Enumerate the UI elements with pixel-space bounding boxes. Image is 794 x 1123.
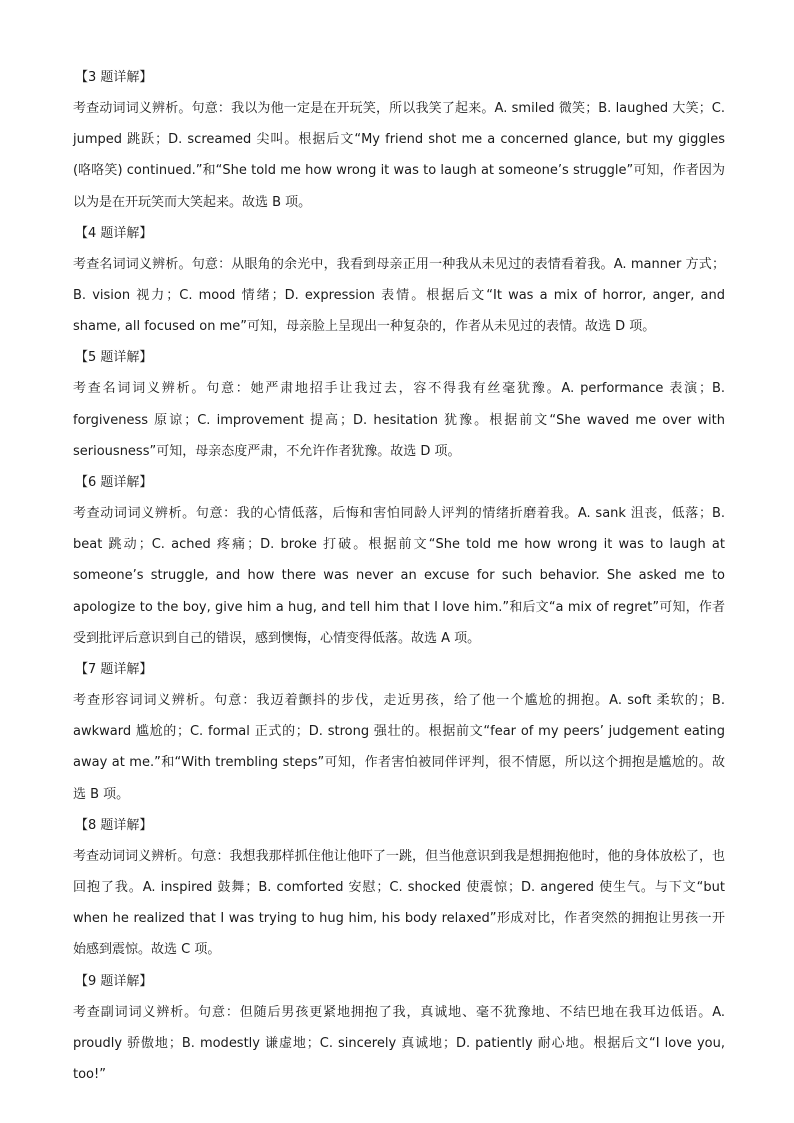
section-body-q6: 考查动词词义辨析。句意：我的心情低落，后悔和害怕同龄人评判的情绪折磨着我。A. sank 沮丧，低落；B. beat 跳动；C. ached 疼痛；D. broke 打破。根据前文“She told me how wrong it was to laugh at someone’s struggle, and how there was never an excuse for such behavior. She asked me to apologize to the boy, give him a hug, and tell him that I love him.”和后文“a mix of regret”可知，作者受到批评后意识到自己的错误，感到懊悔，心情变得低落。故选 A 项。 xyxy=(73,506,725,646)
section-heading-q9: 【9 题详解】 xyxy=(75,973,153,989)
section-heading-q4: 【4 题详解】 xyxy=(75,225,153,241)
section-body-q3: 考查动词词义辨析。句意：我以为他一定是在开玩笑，所以我笑了起来。A. smiled 微笑；B. laughed 大笑；C. jumped 跳跃；D. screamed 尖叫。根据后文“My friend shot me a concerned glance, but my giggles (咯咯笑) continued.”和“She told me how wrong it was to laugh at someone’s struggle”可知，作者因为以为是在开玩笑而大笑起来。故选 B 项。 xyxy=(73,101,725,210)
section-heading-q6: 【6 题详解】 xyxy=(75,475,153,491)
section-heading-q7: 【7 题详解】 xyxy=(75,662,153,678)
section-body-q9: 考查副词词义辨析。句意：但随后男孩更紧地拥抱了我，真诚地、毫不犹豫地、不结巴地在我耳边低语。A. proudly 骄傲地；B. modestly 谦虚地；C. sincerely 真诚地；D. patiently 耐心地。根据后文“I love you, too!” xyxy=(73,1004,725,1083)
section-body-q7: 考查形容词词义辨析。句意：我迈着颤抖的步伐，走近男孩，给了他一个尴尬的拥抱。A. soft 柔软的；B. awkward 尴尬的；C. formal 正式的；D. strong 强壮的。根据前文“fear of my peers’ judgement eating away at me.”和“With trembling steps”可知，作者害怕被同伴评判，很不情愿，所以这个拥抱是尴尬的。故选 B 项。 xyxy=(73,693,725,802)
section-heading-q8: 【8 题详解】 xyxy=(75,817,153,833)
section-heading-q3: 【3 题详解】 xyxy=(75,70,153,85)
section-heading-q5: 【5 题详解】 xyxy=(75,350,153,366)
section-body-q5: 考查名词词义辨析。句意：她严肃地招手让我过去，容不得我有丝毫犹豫。A. performance 表演；B. forgiveness 原谅；C. improvement 提高；D. hesitation 犹豫。根据前文“She waved me over with seriousness”可知，母亲态度严肃，不允许作者犹豫。故选 D 项。 xyxy=(73,381,725,459)
section-body-q8: 考查动词词义辨析。句意：我想我那样抓住他让他吓了一跳，但当他意识到我是想拥抱他时，他的身体放松了，也回抱了我。A. inspired 鼓舞；B. comforted 安慰；C. shocked 使震惊；D. angered 使生气。与下文“but when he realized that I was trying to hug him, his body relaxed”形成对比，作者突然的拥抱让男孩一开始感到震惊。故选 C 项。 xyxy=(73,848,725,958)
section-body-q4: 考查名词词义辨析。句意：从眼角的余光中，我看到母亲正用一种我从未见过的表情看着我。A. manner 方式；B. vision 视力；C. mood 情绪；D. expression 表情。根据后文“It was a mix of horror, anger, and shame, all focused on me”可知，母亲脸上呈现出一种复杂的，作者从未见过的表情。故选 D 项。 xyxy=(73,256,725,335)
answer-explanations xyxy=(73,62,725,1090)
